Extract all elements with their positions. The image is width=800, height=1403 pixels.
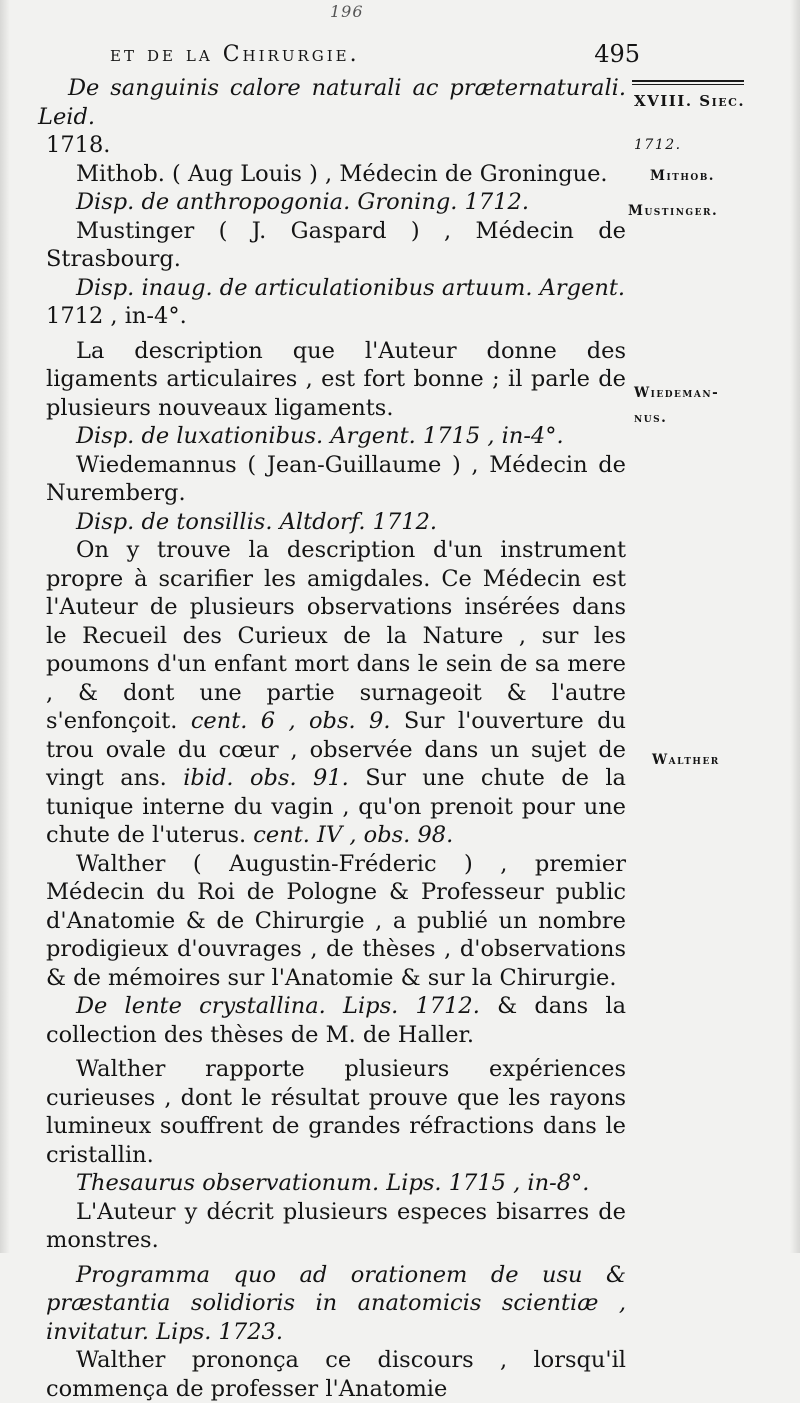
margin-year: 1712. bbox=[634, 137, 682, 153]
text-run: & dans la collection des thèses de M. de Haller. bbox=[46, 993, 626, 1048]
text-line: Disp. de luxationibus. Argent. 1715 , in-4°. bbox=[76, 423, 564, 449]
text-run: Sur une chute de la tunique interne du vagin , qu'on prenoit pour une chute de l'uterus. bbox=[46, 765, 626, 848]
margin-walther: Walther bbox=[652, 752, 720, 768]
margin-rule bbox=[632, 80, 744, 82]
margin-century: XVIII. Siec. bbox=[634, 92, 746, 110]
margin-wiedemannus: Wiedeman- bbox=[634, 385, 720, 401]
margin-mithob: Mithob. bbox=[650, 168, 716, 184]
page-header bbox=[110, 38, 640, 74]
reference: cent. 6 , obs. 9. bbox=[190, 708, 391, 734]
entry-wiedemannus: Wiedemannus ( Jean-Guillaume ) , Médecin de Nuremberg. bbox=[46, 451, 626, 506]
text-line: Disp. de tonsillis. Altdorf. 1712. bbox=[76, 508, 438, 535]
page-number: 495 bbox=[594, 40, 640, 68]
margin-mustinger: Mustinger. bbox=[628, 203, 719, 219]
paragraph: Walther prononça ce discours , lorsqu'il commença de professer l'Anatomie bbox=[46, 1347, 626, 1402]
running-head: et de la Chirurgie. bbox=[110, 42, 360, 67]
entry-mithob: Mithob. ( Aug Louis ) , Médecin de Groningue. bbox=[76, 160, 608, 187]
margin-wiedemannus-cont: nus. bbox=[634, 410, 668, 426]
title-run: De lente crystallina. Lips. 1712. bbox=[76, 993, 480, 1019]
paragraph: L'Auteur y décrit plusieurs especes bisarres de monstres. bbox=[46, 1198, 626, 1253]
handwritten-page-note: 196 bbox=[330, 2, 364, 21]
text-line: Disp. de anthropogonia. Groning. 1712. bbox=[76, 189, 529, 215]
entry-mustinger: Mustinger ( J. Gaspard ) , Médecin de Strasbourg. bbox=[46, 217, 626, 272]
text-line: 1718. bbox=[46, 132, 111, 158]
reference: cent. IV , obs. 98. bbox=[253, 822, 454, 848]
paragraph: Walther rapporte plusieurs expériences curieuses , dont le résultat prouve que les rayons lumineux souffrent de grandes réfractions dans le cristallin. bbox=[46, 1056, 626, 1168]
text-run: On y trouve la description d'un instrument propre à scarifier les amigdales. Ce Médecin est l'Auteur de plusieurs observations insérées dans le Recueil des Curieux de la Nature , sur les poumons d'un enfant mort dans le sein de sa mere , & dont une partie surnageoit & l'autre s'enfonçoit. bbox=[46, 537, 626, 734]
paragraph: Programma quo ad orationem de usu & præstantia solidioris in anatomicis scientiæ , invitatur. Lips. 1723. bbox=[46, 1261, 626, 1345]
scan-edge-right bbox=[790, 0, 800, 1253]
text-run: Sur l'ouverture du trou ovale du cœur , observée dans un sujet de vingt ans. bbox=[46, 708, 626, 791]
scan-edge-left bbox=[0, 0, 10, 1253]
reference: ibid. obs. 91. bbox=[183, 765, 349, 791]
text-line: De sanguinis calore naturali ac præternaturali. Leid. bbox=[38, 75, 626, 130]
paragraph bbox=[46, 992, 626, 1049]
paragraph: La description que l'Auteur donne des ligaments articulaires , est fort bonne ; il parle de plusieurs nouveaux ligaments. bbox=[46, 337, 626, 421]
margin-rule-thin bbox=[632, 84, 744, 85]
entry-walther: Walther ( Augustin-Fréderic ) , premier Médecin du Roi de Pologne & Professeur public d'Anatomie & de Chirurgie , a publié un nombre prodigieux d'ouvrages , de thèses , d'observations & de mémoires sur l'Anatomie & sur la Chirurgie. bbox=[46, 850, 626, 991]
paragraph bbox=[46, 536, 626, 850]
main-text bbox=[38, 74, 626, 1403]
text-line: 1712 , in-4°. bbox=[46, 303, 187, 329]
text-line: Thesaurus observationum. Lips. 1715 , in-8°. bbox=[76, 1170, 590, 1196]
text-line: Disp. inaug. de articulationibus artuum. Argent. bbox=[76, 274, 626, 301]
